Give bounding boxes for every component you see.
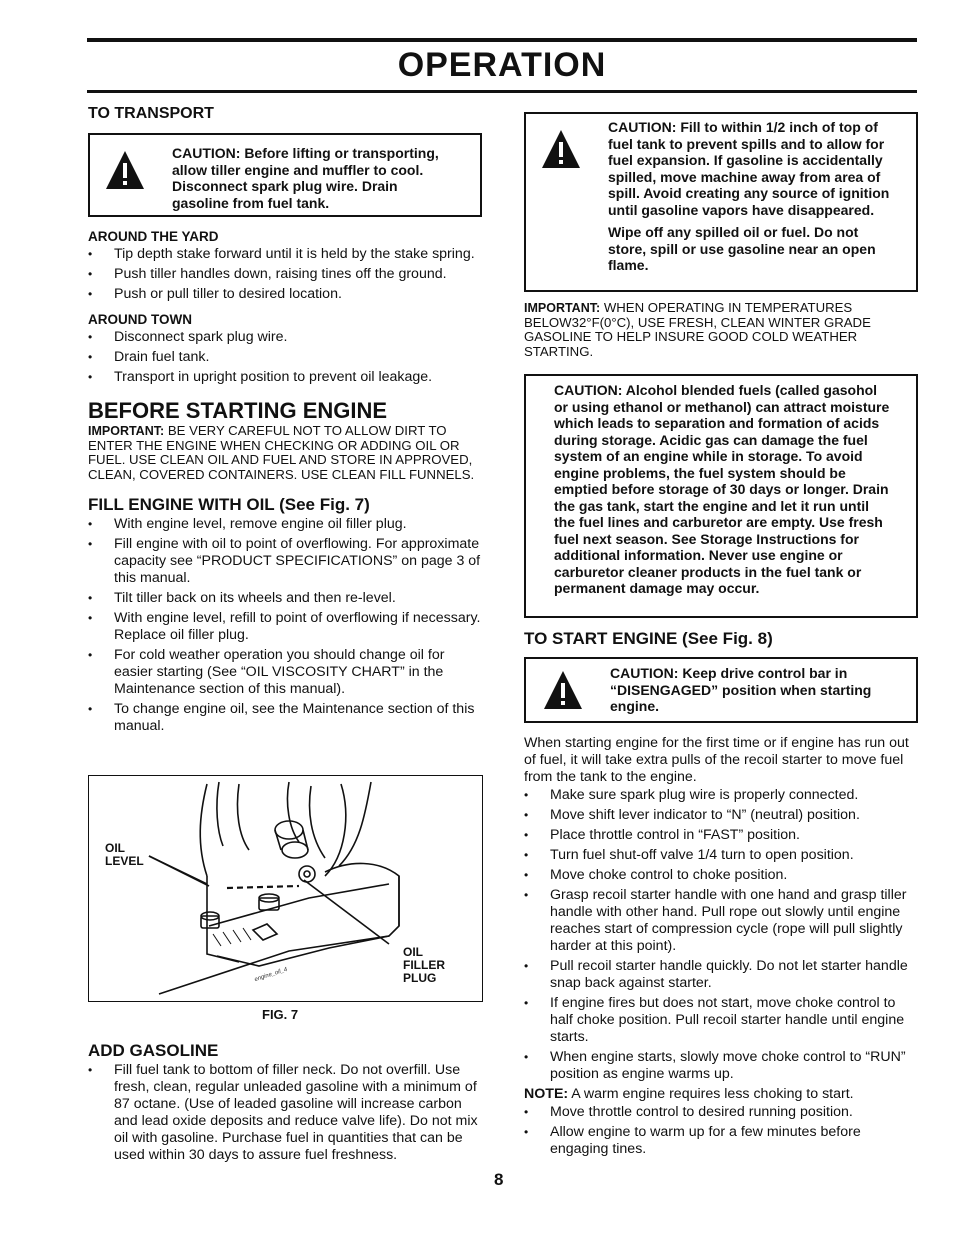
transport-heading: TO TRANSPORT xyxy=(88,105,214,122)
add-gasoline-list xyxy=(88,1062,482,1164)
list-item: • Turn fuel shut-off valve 1/4 turn to open position. xyxy=(524,847,918,864)
list-item: • Push or pull tiller to desired location. xyxy=(88,286,482,303)
warning-icon xyxy=(104,149,146,191)
right-column xyxy=(524,112,918,1161)
list-item: • If engine fires but does not start, move choke control to half choke position. Pull recoil starter handle until engine starts. xyxy=(524,995,918,1046)
important-label: IMPORTANT: xyxy=(88,424,165,438)
important-text: BE VERY CAREFUL NOT TO ALLOW DIRT TO ENTER THE ENGINE WHEN CHECKING OR ADDING OIL OR FUEL. USE CLEAN OIL AND FUEL AND STORE IN APPROVED, CLEAN, COVERED CONTAINERS. USE CLEAN FILL FUNNELS. xyxy=(88,423,475,482)
fill-oil-list xyxy=(88,516,482,735)
start-caution-text: CAUTION: Keep drive control bar in “DISENGAGED” position when starting engine. xyxy=(610,665,872,714)
warning-icon xyxy=(540,128,582,170)
transport-caution-box xyxy=(88,133,482,217)
list-item: • Transport in upright position to prevent oil leakage. xyxy=(88,369,482,386)
list-item: • Move throttle control to desired running position. xyxy=(524,1104,918,1121)
around-town-heading: AROUND TOWN xyxy=(88,312,192,327)
note-text: A warm engine requires less choking to start. xyxy=(568,1086,854,1102)
list-item: • Tip depth stake forward until it is held by the stake spring. xyxy=(88,246,482,263)
fuel-spill-caution-text: Wipe off any spilled oil or fuel. Do not store, spill or use gasoline near an open flame. xyxy=(608,224,876,273)
list-item: • Make sure spark plug wire is properly connected. xyxy=(524,787,918,804)
list-item: • To change engine oil, see the Maintenance section of this manual. xyxy=(88,701,482,735)
final-steps-list xyxy=(524,1104,918,1158)
fuel-fill-caution-text: CAUTION: Fill to within 1/2 inch of top of fuel tank to prevent spills and to allow for fuel expansion. If gasoline is accidentally spilled, move machine away from area of spill. Avoid creating any source of ignition until gasoline vapors have disappeared. xyxy=(608,119,890,218)
page-title: OPERATION xyxy=(397,46,607,84)
alcohol-fuel-caution-box xyxy=(524,374,918,618)
fill-oil-heading: FILL ENGINE WITH OIL (See Fig. 7) xyxy=(88,495,370,514)
page-number: 8 xyxy=(494,1170,504,1189)
list-item: • Pull recoil starter handle quickly. Do not let starter handle snap back against starter. xyxy=(524,958,918,992)
oil-level-label-line: OIL xyxy=(105,841,125,855)
fuel-fill-caution-box xyxy=(524,112,918,292)
important-label: IMPORTANT: xyxy=(524,301,601,315)
figure-7-caption: FIG. 7 xyxy=(262,1007,299,1022)
around-yard-heading: AROUND THE YARD xyxy=(88,229,219,244)
list-item: • Fill fuel tank to bottom of filler neck. Do not overfill. Use fresh, clean, regular unleaded gasoline with a minimum of 87 octane. (Use of leaded gasoline will increase carbon and lead oxide deposits and reduce valve life). Do not mix oil with gasoline. Purchase fuel in quantities that can be used within 30 days to assure fuel freshness. xyxy=(88,1062,482,1164)
add-gasoline-section xyxy=(88,1040,482,1167)
start-steps-list xyxy=(524,787,918,1083)
before-starting-important xyxy=(88,424,482,482)
oil-level-label-line: LEVEL xyxy=(105,854,144,868)
add-gasoline-heading: ADD GASOLINE xyxy=(88,1041,219,1060)
list-item: • For cold weather operation you should change oil for easier starting (See “OIL VISCOSITY CHART” in the Maintenance section of this manual). xyxy=(88,647,482,698)
transport-caution-text: CAUTION: Before lifting or transporting, allow tiller engine and muffler to cool. Disconnect spark plug wire. Drain gasoline from fuel tank. xyxy=(172,145,439,211)
warning-icon xyxy=(542,669,584,711)
list-item: • Move choke control to choke position. xyxy=(524,867,918,884)
list-item: • Grasp recoil starter handle with one hand and grasp tiller handle with other hand. Pull rope out slowly until engine reaches start of compression cycle (rope will pull slightly harder at this point). xyxy=(524,887,918,955)
start-caution-box xyxy=(524,657,918,723)
list-item: • Allow engine to warm up for a few minutes before engaging tines. xyxy=(524,1124,918,1158)
filler-label-line: FILLER xyxy=(403,958,445,972)
before-starting-heading: BEFORE STARTING ENGINE xyxy=(88,398,388,423)
filler-label-line: OIL xyxy=(403,945,423,959)
note-label: NOTE: xyxy=(524,1086,569,1102)
list-item: • Drain fuel tank. xyxy=(88,349,482,366)
list-item: • Disconnect spark plug wire. xyxy=(88,329,482,346)
list-item: • Tilt tiller back on its wheels and then re-level. xyxy=(88,590,482,607)
winter-important xyxy=(524,301,918,359)
alcohol-fuel-caution-text: CAUTION: Alcohol blended fuels (called gasohol or using ethanol or methanol) can attract moisture which leads to separation and formation of acids during storage. Acidic gas can damage the fuel system of an engine while in storage. To avoid engine problems, the fuel system should be emptied before storage of 30 days or longer. Drain the gas tank, start the engine and let it run until the fuel lines and carburetor are empty. Use fresh fuel next season. See Storage Instructions for additional information. Never use engine or carburetor cleaner products in the fuel tank or permanent damage may occur. xyxy=(554,382,890,596)
oil-filler-plug-label xyxy=(403,946,445,985)
warm-engine-note xyxy=(524,1086,918,1103)
list-item: • With engine level, refill to point of overflowing if necessary. Replace oil filler plug. xyxy=(88,610,482,644)
list-item: • Push tiller handles down, raising tines off the ground. xyxy=(88,266,482,283)
list-item: • When engine starts, slowly move choke control to “RUN” position as engine warms up. xyxy=(524,1049,918,1083)
list-item: • With engine level, remove engine oil filler plug. xyxy=(88,516,482,533)
around-yard-list xyxy=(88,246,482,303)
start-intro: When starting engine for the first time or if engine has run out of fuel, it will take extra pulls of the recoil starter to move fuel from the tank to the engine. xyxy=(524,735,909,785)
header-rule-bottom xyxy=(87,90,917,93)
figure-tag: engine_oil_4 xyxy=(253,966,289,984)
list-item: • Fill engine with oil to point of overflowing. For approximate capacity see “PRODUCT SPECIFICATIONS” on page 3 of this manual. xyxy=(88,536,482,587)
around-town-list xyxy=(88,329,482,386)
list-item: • Place throttle control in “FAST” position. xyxy=(524,827,918,844)
filler-label-line: PLUG xyxy=(403,971,437,985)
left-column xyxy=(88,104,482,738)
header-rule-top xyxy=(87,38,917,42)
list-item: • Move shift lever indicator to “N” (neutral) position. xyxy=(524,807,918,824)
figure-7-box xyxy=(88,775,483,1002)
start-engine-heading: TO START ENGINE (See Fig. 8) xyxy=(524,629,773,648)
oil-level-label xyxy=(105,842,144,868)
important-text: WHEN OPERATING IN TEMPERATURES BELOW32°F(0°C), USE FRESH, CLEAN WINTER GRADE GASOLINE TO HELP INSURE GOOD COLD WEATHER STARTING. xyxy=(524,300,871,359)
